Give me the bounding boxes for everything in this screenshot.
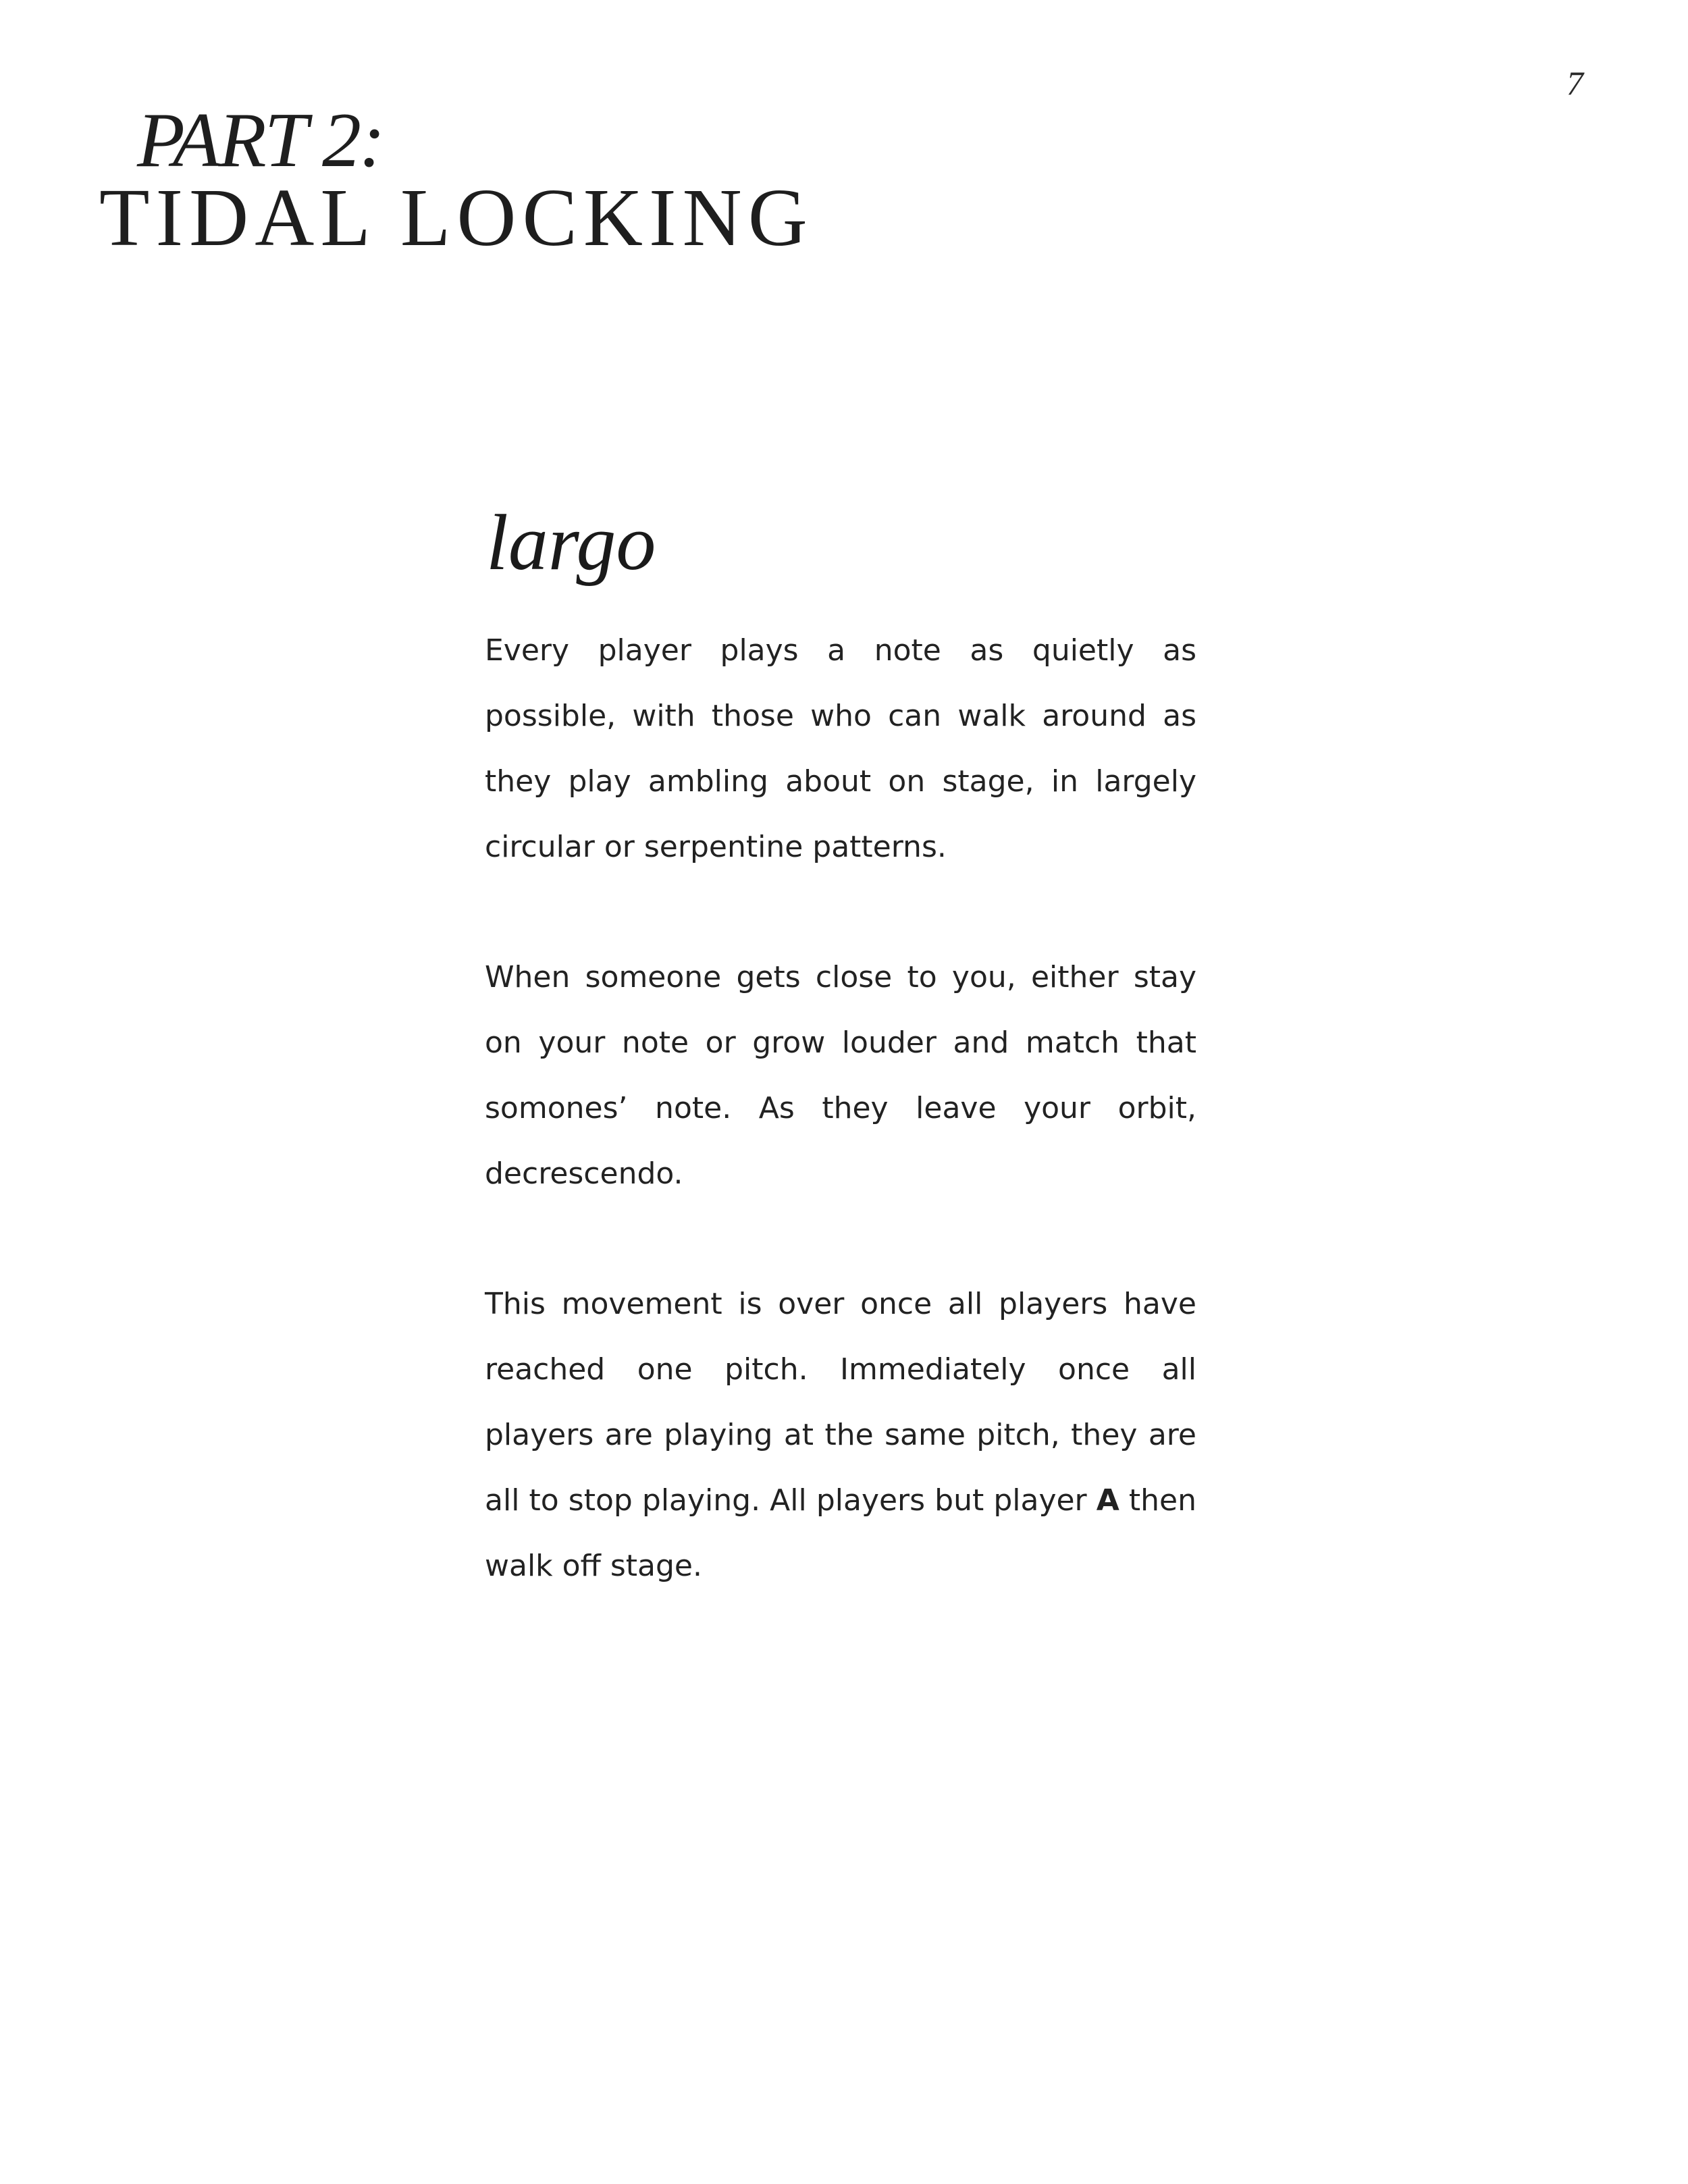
player-a-label: A <box>1096 1483 1119 1518</box>
paragraph-3-text-after: then walk off stage. <box>485 1483 1196 1583</box>
part-title: TIDAL LOCKING <box>99 172 814 263</box>
paragraph-3 <box>485 1271 1196 1599</box>
paragraph-1: Every player plays a note as quietly as possible, with those who can walk around as they play ambling about on stage, in largely circular or serpentine patterns. <box>485 633 1196 864</box>
page-number: 7 <box>1566 64 1583 102</box>
movement-title: largo <box>486 498 656 587</box>
part-label: PART 2: <box>137 97 384 184</box>
paragraph-2: When someone gets close to you, either stay on your note or grow louder and match that somones’ note. As they leave your orbit, decrescendo. <box>485 960 1196 1191</box>
movement-section <box>485 498 1196 1599</box>
paragraph-3-text-before: This movement is over once all players have reached one pitch. Immediately once all players are playing at the same pitch, they are all to stop playing. All players but player <box>485 1287 1196 1518</box>
